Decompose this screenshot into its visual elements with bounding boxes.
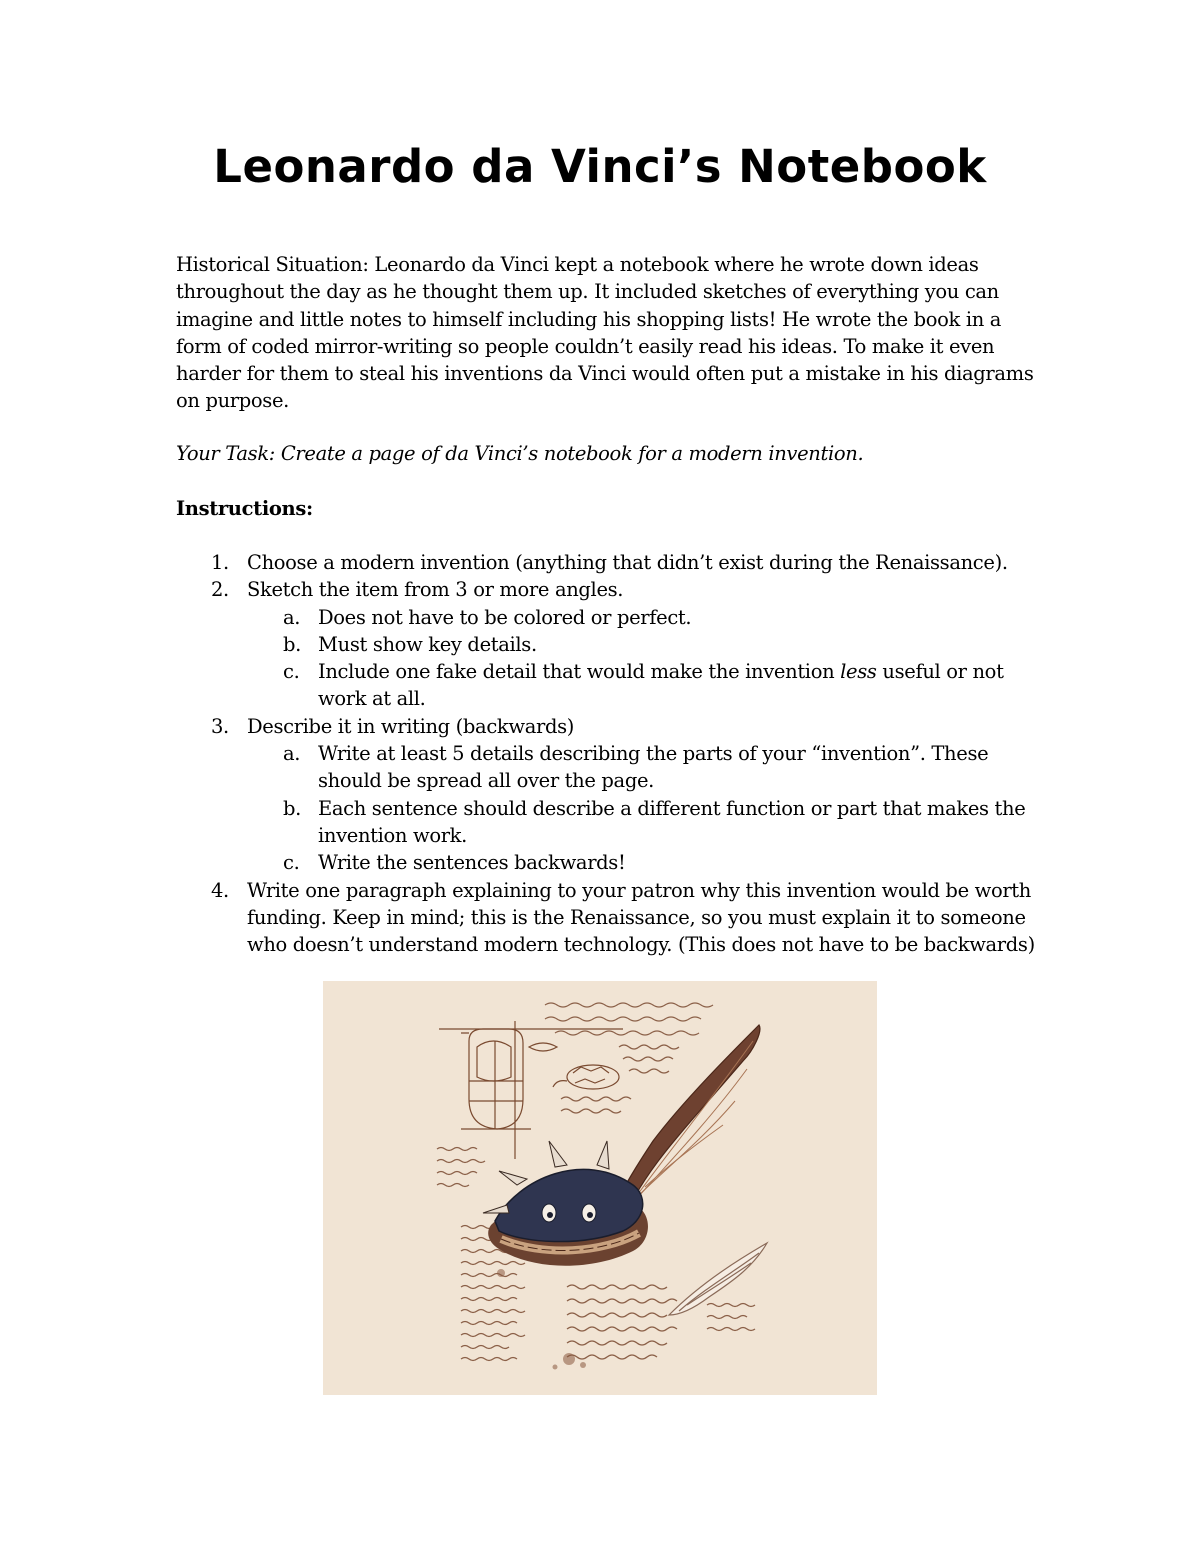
sub-list-item-text: Write the sentences backwards!: [318, 851, 626, 875]
notebook-sketch-svg: [323, 981, 877, 1395]
sub-list-item-text: Write at least 5 details describing the parts of your “invention”. These should be spread all over the page.: [318, 742, 989, 793]
list-item-text: Describe it in writing (backwards): [247, 714, 574, 738]
list-item-number: 2.: [211, 578, 229, 602]
sub-list: [247, 740, 1036, 876]
sub-list-item-letter: b.: [283, 632, 301, 656]
sub-list-item-text: Must show key details.: [318, 632, 537, 656]
list-item-number: 1.: [211, 551, 229, 574]
list-item-number: 3.: [211, 714, 229, 738]
text-segment: Include one fake detail that would make the invention: [318, 660, 841, 684]
sub-list-item-text: Does not have to be colored or perfect.: [318, 605, 692, 629]
list-item: [176, 576, 1036, 712]
sub-list-item-letter: a.: [283, 605, 301, 629]
list-item-number: 4.: [211, 878, 229, 902]
instructions-heading: Instructions:: [176, 497, 313, 520]
sub-list-item: [247, 658, 1036, 713]
sub-list-item: [247, 795, 1036, 850]
sub-list-item-text: Each sentence should describe a different function or part that makes the invention work.: [318, 796, 1026, 847]
emphasis-text: less: [840, 660, 877, 684]
list-item-text: Write one paragraph explaining to your patron why this invention would be worth funding. Keep in mind; this is the Renaissance, so you must explain it to someone who doesn’t understand modern technology. (This does not have to be backwards): [247, 878, 1035, 957]
sub-list-item-text: [318, 660, 1004, 710]
instructions-list: [176, 549, 1036, 958]
sub-list-item: [247, 631, 1036, 658]
list-item-text: Sketch the item from 3 or more angles.: [247, 578, 624, 602]
list-item: [176, 549, 1036, 576]
text-segment: useful or not work at all.: [318, 660, 1004, 711]
sub-list-item: [247, 849, 1036, 876]
list-item-text: Choose a modern invention (anything that didn’t exist during the Renaissance).: [247, 551, 1008, 574]
historical-situation-paragraph: Historical Situation: Leonardo da Vinci kept a notebook where he wrote down ideas throughout the day as he thought them up. It included sketches of everything you can imagine and little notes to himself including his shopping lists! He wrote the book in a form of coded mirror-writing so people couldn’t easily read his ideas. To make it even harder for them to steal his inventions da Vinci would often put a mistake in his diagrams on purpose.: [176, 253, 1034, 413]
sub-list-item: [247, 740, 1036, 795]
list-item: [176, 713, 1036, 877]
sub-list-item: [247, 604, 1036, 631]
sub-list: [247, 604, 1036, 713]
sub-list-item-letter: c.: [283, 851, 300, 875]
list-item: [176, 877, 1036, 959]
task-statement: Your Task: Create a page of da Vinci’s notebook for a modern invention.: [176, 442, 864, 465]
davinci-notebook-illustration: [323, 981, 877, 1395]
page-title: Leonardo da Vinci’s Notebook: [213, 140, 987, 193]
sub-list-item-letter: b.: [283, 796, 301, 820]
sub-list-item-letter: c.: [283, 660, 300, 684]
sub-list-item-letter: a.: [283, 742, 301, 766]
